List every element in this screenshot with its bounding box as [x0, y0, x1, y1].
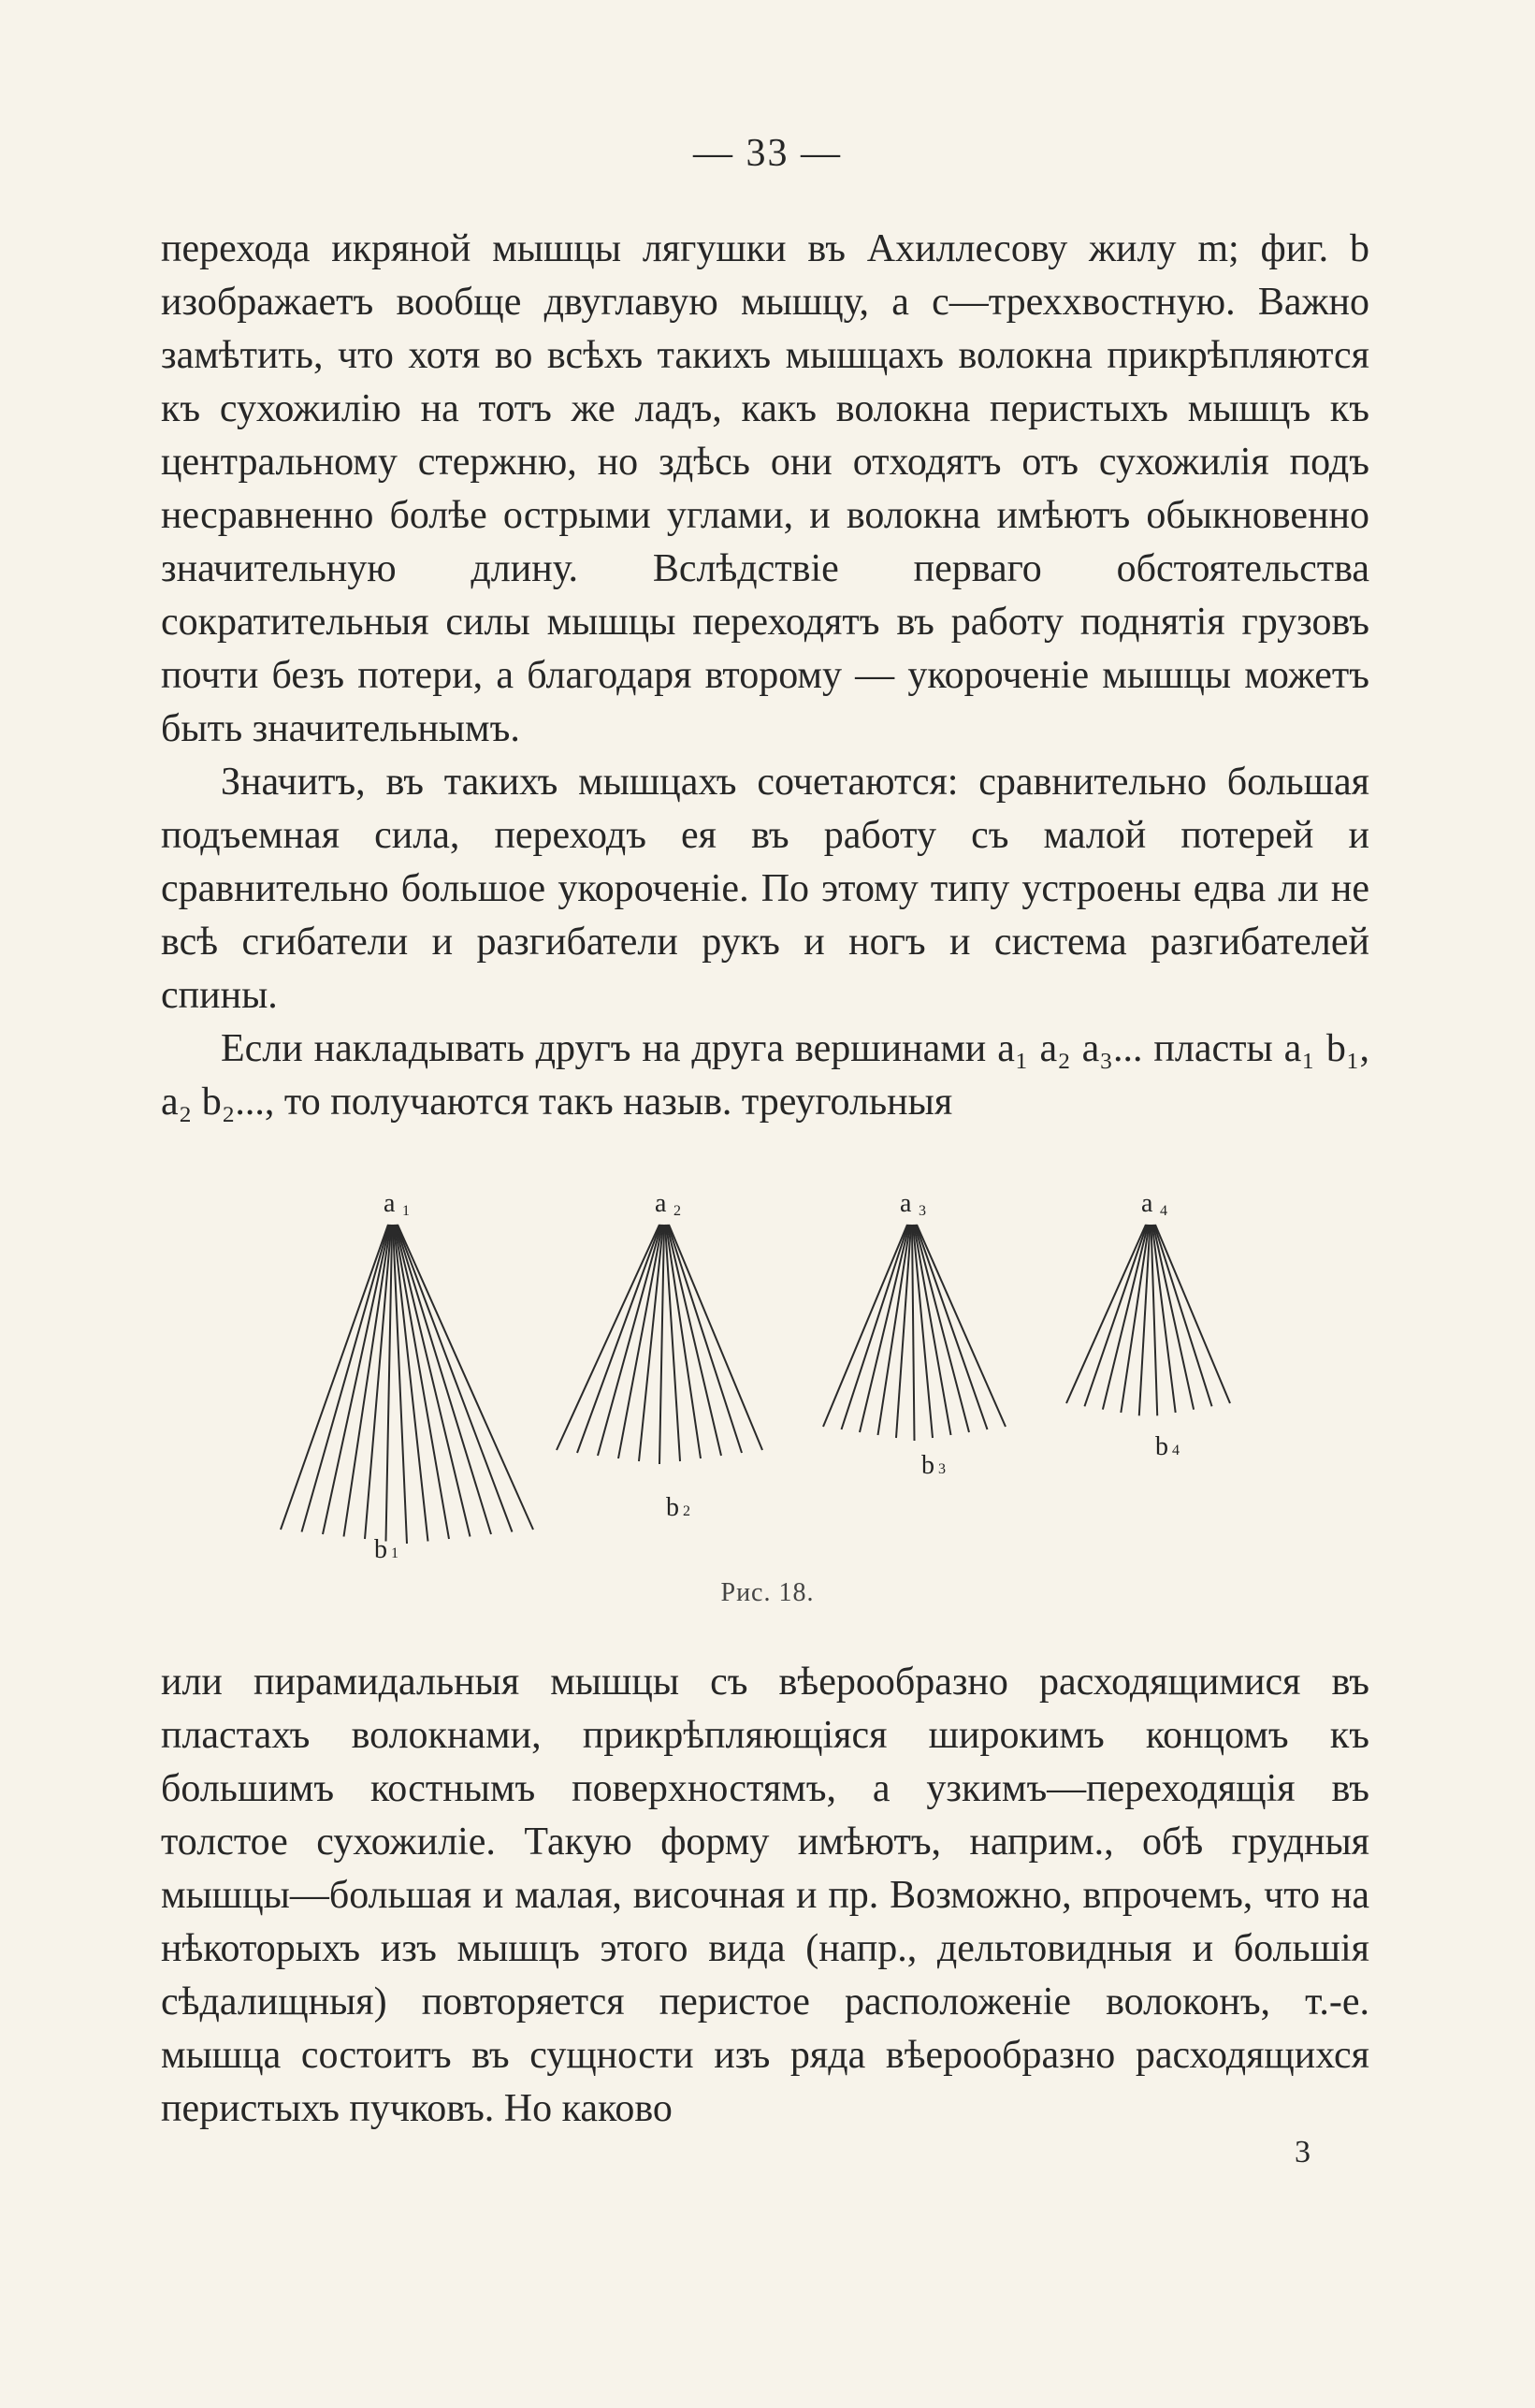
signature-mark: 3	[1295, 2135, 1311, 2169]
fiber-line	[668, 1225, 742, 1453]
fiber-line	[667, 1225, 721, 1456]
fiber-line	[618, 1225, 662, 1458]
figure-18	[234, 1183, 1310, 1576]
base-index: 4	[1172, 1443, 1180, 1458]
fiber-line	[577, 1225, 660, 1453]
figure-caption: Рис. 18.	[720, 1578, 815, 1607]
fiber-line	[1066, 1225, 1146, 1403]
page-number: — 33 —	[693, 132, 842, 175]
fiber-line	[1155, 1225, 1230, 1403]
base-index: 1	[391, 1545, 398, 1561]
paragraph: перехода икряной мышцы лягушки въ Ахиллесову жилу m; фиг. b изображаетъ вообще двуглавую мышцу, а c—треххвостную. Важно замѣтить, что хотя во всѣхъ такихъ мышцахъ волокна прикрѣпляются къ сухожилію на тотъ же ладъ, какъ волокна перистыхъ мышцъ къ центральному стержню, но здѣсь они отходятъ отъ сухожилія подъ несравненно болѣе острыми углами, и волокна имѣютъ обыкновенно значительную длину. Вслѣдствіе перваго обстоятельства сократительныя силы мышцы переходятъ въ работу поднятія грузовъ почти безъ потери, а благодаря второму — укороченіе мышцы можетъ быть значительнымъ.	[161, 227, 1369, 750]
apex-label: a	[900, 1189, 912, 1218]
fiber-line	[344, 1225, 391, 1537]
fiber-line	[912, 1225, 915, 1441]
paragraph: Если накладывать другъ на друга вершинами a₁ a₂ a₃... пласты a₁ b₁, a₂ b₂..., то получаются такъ назыв. треугольныя	[161, 1027, 1369, 1124]
fiber-line	[914, 1225, 951, 1435]
base-label: b	[1155, 1432, 1168, 1461]
apex-index: 3	[919, 1203, 926, 1219]
fan-4	[1066, 1189, 1230, 1461]
fiber-line	[393, 1225, 407, 1544]
base-label: b	[666, 1493, 679, 1522]
apex-index: 4	[1160, 1203, 1167, 1219]
text-block-top	[161, 223, 1369, 1129]
fiber-line	[398, 1225, 533, 1530]
apex-label: a	[1141, 1189, 1153, 1218]
fiber-line	[665, 1225, 680, 1461]
apex-label: a	[655, 1189, 667, 1218]
fiber-line	[302, 1225, 389, 1532]
apex-label: a	[384, 1189, 396, 1218]
base-index: 2	[683, 1503, 690, 1519]
base-label: b	[921, 1451, 934, 1480]
fiber-line	[397, 1225, 512, 1532]
fiber-line	[860, 1225, 909, 1432]
fan-3	[823, 1189, 1006, 1480]
fiber-line	[1084, 1225, 1147, 1406]
base-index: 3	[938, 1461, 946, 1477]
fiber-line	[1153, 1225, 1194, 1410]
fiber-line	[396, 1225, 471, 1537]
apex-index: 1	[402, 1203, 410, 1219]
fiber-line	[916, 1225, 988, 1429]
base-label: b	[374, 1535, 387, 1564]
fan-muscle-diagram	[234, 1183, 1310, 1576]
fan-2	[557, 1189, 762, 1522]
apex-index: 2	[673, 1203, 681, 1219]
paragraph: Значитъ, въ такихъ мышцахъ сочетаются: сравнительно большая подъемная сила, переходъ ея въ работу съ малой потерей и сравнительно большое укороченіе. По этому типу устроены едва ли не всѣ сгибатели и разгибатели рукъ и ногъ и система разгибателей спины.	[161, 761, 1369, 1017]
paragraph: или пирамидальныя мышцы съ вѣерообразно расходящимися въ пластахъ волокнами, прикрѣпляющіяся широкимъ концомъ къ большимъ костнымъ поверхностямъ, а узкимъ—переходящія въ толстое сухожиліе. Такую форму имѣютъ, наприм., обѣ грудныя мышцы—большая и малая, височная и пр. Возможно, впрочемъ, что на нѣкоторыхъ изъ мышцъ этого вида (напр., дельтовидныя и большія сѣдалищныя) повторяется перистое расположеніе волоконъ, т.-е. мышца состоитъ въ сущности изъ ряда вѣерообразно расходящихся перистыхъ пучковъ. Но каково	[161, 1661, 1369, 2130]
fiber-line	[917, 1225, 1006, 1427]
text-block-bottom	[161, 1656, 1369, 2136]
fan-1	[281, 1189, 533, 1564]
